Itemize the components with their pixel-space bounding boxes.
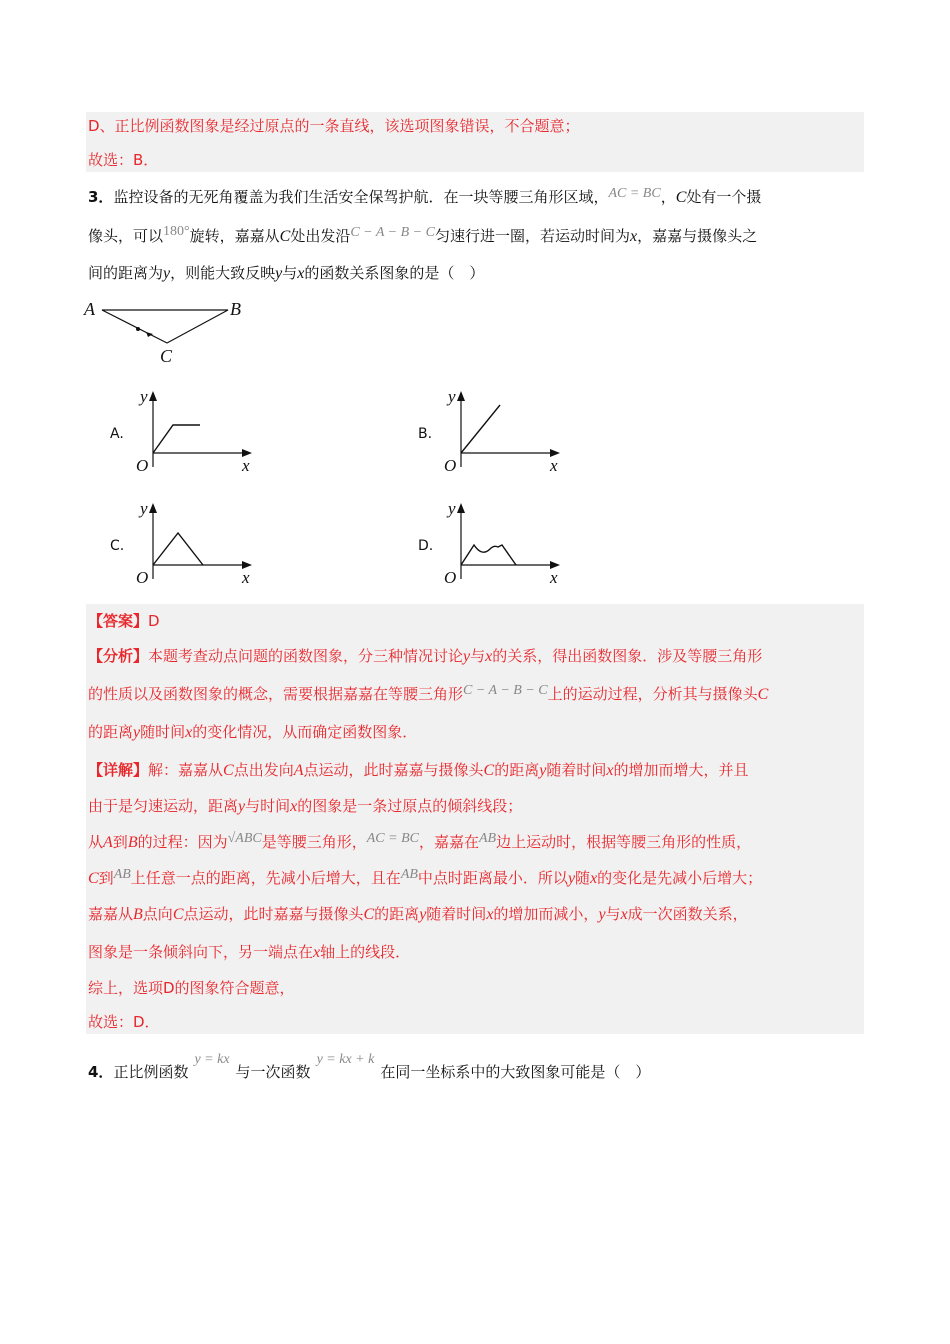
var-c: C bbox=[279, 228, 291, 245]
analysis-text: 的距离 bbox=[88, 723, 134, 741]
detail-text: 的增加而减小， bbox=[493, 905, 599, 923]
analysis-text: 与 bbox=[470, 647, 486, 665]
detail-text: 到 bbox=[112, 833, 128, 851]
var-x: x bbox=[486, 906, 494, 923]
final-answer-line: 故选：D． bbox=[88, 1013, 160, 1031]
detail-line-1 bbox=[88, 760, 748, 781]
detail-text: 的距离 bbox=[494, 761, 540, 779]
detail-text: 的变化是先减小后增大； bbox=[597, 869, 763, 887]
math-ab: AB bbox=[479, 831, 497, 846]
axis-x-label: x bbox=[242, 568, 250, 587]
var-c: C bbox=[483, 762, 495, 779]
analysis-line-2 bbox=[88, 684, 768, 706]
detail-line-4 bbox=[88, 868, 762, 890]
math-ac-eq-bc: AC = BC bbox=[608, 186, 661, 201]
q4-number: 4． bbox=[88, 1063, 114, 1081]
var-y: y bbox=[419, 906, 427, 923]
origin-label: O bbox=[444, 456, 457, 475]
var-y: y bbox=[163, 265, 171, 282]
detail-text: 边上运动时，根据等腰三角形的性质， bbox=[496, 833, 752, 851]
triangle-abc bbox=[102, 310, 228, 343]
var-c: C bbox=[172, 906, 184, 923]
math-ab: AB bbox=[113, 867, 131, 882]
label-b: B bbox=[230, 299, 241, 319]
math-path-cabc: C − A − B − C bbox=[350, 225, 435, 240]
q3-text: ，则能大致反映 bbox=[170, 264, 276, 282]
answer-value: D bbox=[148, 612, 160, 630]
axis-y-label: y bbox=[448, 499, 456, 518]
axis-x-label: x bbox=[242, 456, 250, 475]
math-path-cabc: C − A − B − C bbox=[463, 683, 548, 698]
math-triangle-abc: √ABC bbox=[227, 831, 262, 846]
detail-text: 的距离 bbox=[374, 905, 420, 923]
y-axis-arrow bbox=[149, 391, 157, 401]
q3-text: 监控设备的无死角覆盖为我们生活安全保驾护航．在一块等腰三角形区域， bbox=[113, 188, 609, 206]
analysis-line-1 bbox=[88, 646, 762, 667]
q3-text: 旋转，嘉嘉从 bbox=[189, 227, 280, 245]
summary-line: 综上，选项D的图象符合题意， bbox=[88, 979, 295, 997]
var-c: C bbox=[757, 686, 769, 703]
detail-line-5 bbox=[88, 904, 748, 925]
var-y: y bbox=[133, 724, 141, 741]
q3-text: ，嘉嘉与摄像头之 bbox=[637, 227, 758, 245]
detail-text: 随着时间 bbox=[426, 905, 487, 923]
option-d-graph bbox=[438, 497, 573, 587]
var-y: y bbox=[463, 648, 471, 665]
analysis-text: 上的运动过程，分析其与摄像头 bbox=[547, 685, 758, 703]
q4-line bbox=[88, 1052, 651, 1084]
analysis-text: 的关系，得出函数图象．涉及等腰三角形 bbox=[492, 647, 763, 665]
detail-text: 成一次函数关系， bbox=[627, 905, 748, 923]
analysis-text: 随时间 bbox=[140, 723, 186, 741]
var-b: B bbox=[127, 834, 138, 851]
var-x: x bbox=[620, 906, 628, 923]
answer-line bbox=[88, 611, 160, 631]
var-c: C bbox=[223, 762, 234, 779]
var-x: x bbox=[313, 944, 321, 961]
q3-text: 间的距离为 bbox=[88, 264, 164, 282]
q3-line-2 bbox=[88, 226, 757, 248]
answer-tag: 【答案】 bbox=[88, 612, 149, 630]
var-y: y bbox=[539, 762, 547, 779]
graph-curve bbox=[153, 533, 203, 565]
detail-text: 是等腰三角形， bbox=[261, 833, 367, 851]
var-x: x bbox=[290, 798, 298, 815]
detail-text: 与 bbox=[605, 905, 621, 923]
axis-y-label: y bbox=[140, 499, 148, 518]
q4-text: 正比例函数 bbox=[113, 1063, 189, 1081]
q4-text: 与一次函数 bbox=[235, 1063, 311, 1081]
detail-text: 从 bbox=[88, 833, 104, 851]
detail-text: 解：嘉嘉从 bbox=[148, 761, 224, 779]
detail-line-3 bbox=[88, 832, 751, 854]
math-ab: AB bbox=[400, 867, 418, 882]
detail-text: 图象是一条倾斜向下，另一端点在 bbox=[88, 943, 314, 961]
option-a-graph bbox=[130, 385, 265, 475]
origin-label: O bbox=[136, 568, 149, 587]
option-c-graph bbox=[130, 497, 265, 587]
q3-text: 处有一个摄 bbox=[686, 188, 762, 206]
option-b-graph bbox=[438, 385, 573, 475]
analysis-text: 的变化情况，从而确定函数图象． bbox=[192, 723, 418, 741]
label-c: C bbox=[160, 346, 173, 366]
axis-x-label: x bbox=[550, 568, 558, 587]
math-y-eq-kx-plus-k: y = kx + k bbox=[316, 1052, 375, 1067]
label-a: A bbox=[84, 299, 95, 319]
detail-text: 轴上的线段． bbox=[320, 943, 411, 961]
math-ac-eq-bc: AC = BC bbox=[366, 831, 419, 846]
var-a: A bbox=[293, 762, 304, 779]
analysis-text: 本题考查动点问题的函数图象，分三种情况讨论 bbox=[148, 647, 464, 665]
origin-label: O bbox=[136, 456, 149, 475]
option-c-label: C. bbox=[110, 538, 125, 554]
var-b: B bbox=[133, 906, 143, 923]
var-x: x bbox=[485, 648, 493, 665]
y-axis-arrow bbox=[149, 503, 157, 513]
detail-text: 到 bbox=[98, 869, 114, 887]
q3-text: 与 bbox=[282, 264, 298, 282]
y-axis-arrow bbox=[457, 503, 465, 513]
option-a-label: A. bbox=[110, 426, 124, 442]
graph-curve bbox=[461, 405, 500, 453]
var-x: x bbox=[185, 724, 193, 741]
detail-text: 点向 bbox=[142, 905, 173, 923]
triangle-figure bbox=[80, 295, 260, 370]
q3-line-3 bbox=[88, 263, 484, 284]
var-x: x bbox=[297, 265, 305, 282]
q3-line-1 bbox=[88, 187, 761, 209]
origin-label: O bbox=[444, 568, 457, 587]
q3-text: 的函数关系图象的是（ ） bbox=[304, 264, 485, 282]
var-c: C bbox=[88, 870, 99, 887]
math-y-eq-kx: y = kx bbox=[194, 1052, 230, 1067]
detail-line-6 bbox=[88, 942, 410, 963]
detail-text: 随着时间 bbox=[546, 761, 607, 779]
var-y: y bbox=[567, 870, 576, 887]
detail-text: 由于是匀速运动，距离 bbox=[88, 797, 239, 815]
detail-text: 中点时距离最小．所以 bbox=[417, 869, 568, 887]
detail-text: 的增加而增大，并且 bbox=[613, 761, 749, 779]
walker-dot bbox=[136, 327, 140, 331]
detail-line-2 bbox=[88, 796, 522, 817]
detail-text: 点出发向 bbox=[233, 761, 294, 779]
detail-text: 随 bbox=[575, 869, 591, 887]
var-y: y bbox=[598, 906, 606, 923]
detail-text: 嘉嘉从 bbox=[88, 905, 134, 923]
var-y: y bbox=[238, 798, 246, 815]
q2-option-d-text: D、正比例函数图象是经过原点的一条直线，该选项图象错误，不合题意； bbox=[88, 117, 580, 135]
analysis-line-3 bbox=[88, 722, 417, 743]
q3-text: 像头，可以 bbox=[88, 227, 164, 245]
q3-text: 处出发沿 bbox=[290, 227, 351, 245]
detail-text: 点运动，此时嘉嘉与摄像头 bbox=[303, 761, 484, 779]
q4-text: 在同一坐标系中的大致图象可能是（ ） bbox=[380, 1063, 651, 1081]
detail-text: 的图象是一条过原点的倾斜线段； bbox=[297, 797, 523, 815]
var-c: C bbox=[363, 906, 375, 923]
direction-arrow bbox=[146, 332, 153, 337]
axis-x-label: x bbox=[550, 456, 558, 475]
axis-y-label: y bbox=[448, 387, 456, 406]
detail-text: ，嘉嘉在 bbox=[418, 833, 479, 851]
option-b-label: B. bbox=[418, 426, 433, 442]
q3-number: 3． bbox=[88, 188, 114, 206]
var-x: x bbox=[606, 762, 614, 779]
math-180-degrees: 180° bbox=[163, 224, 190, 239]
q3-text: ， bbox=[660, 188, 676, 206]
graph-curve bbox=[153, 425, 200, 453]
detail-tag: 【详解】 bbox=[88, 761, 149, 779]
graph-curve bbox=[461, 545, 516, 565]
var-y: y bbox=[275, 265, 283, 282]
option-d-label: D. bbox=[418, 538, 434, 554]
var-a: A bbox=[103, 834, 113, 851]
q3-text: 匀速行进一圈，若运动时间为 bbox=[434, 227, 630, 245]
solution-block bbox=[86, 604, 864, 1034]
analysis-text: 的性质以及函数图象的概念，需要根据嘉嘉在等腰三角形 bbox=[88, 685, 464, 703]
var-c: C bbox=[675, 189, 687, 206]
detail-text: 的过程：因为 bbox=[137, 833, 228, 851]
q2-answer-line: 故选：B． bbox=[88, 151, 159, 169]
axis-y-label: y bbox=[140, 387, 148, 406]
var-x: x bbox=[629, 228, 638, 245]
detail-text: 与时间 bbox=[245, 797, 291, 815]
detail-text: 点运动，此时嘉嘉与摄像头 bbox=[183, 905, 364, 923]
detail-text: 上任意一点的距离，先减小后增大，且在 bbox=[130, 869, 401, 887]
var-x: x bbox=[590, 870, 598, 887]
y-axis-arrow bbox=[457, 391, 465, 401]
analysis-tag: 【分析】 bbox=[88, 647, 149, 665]
